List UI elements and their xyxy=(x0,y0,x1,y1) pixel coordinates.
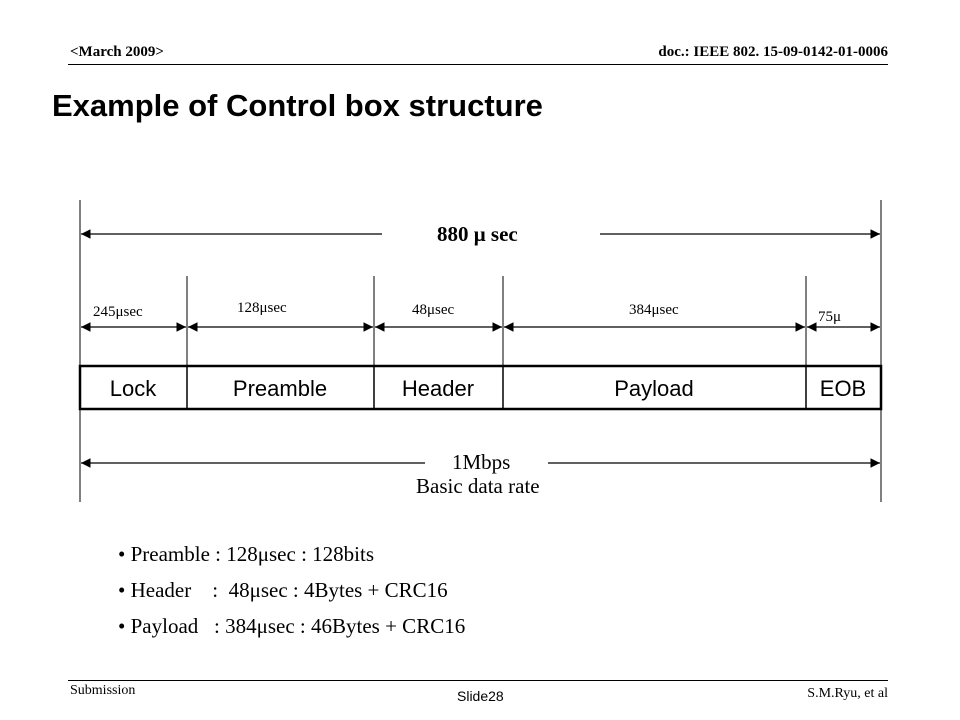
preamble-duration-label: 128μsec xyxy=(237,300,287,316)
footer-submission: Submission xyxy=(70,683,136,698)
bullet-payload: • Payload : 384μsec : 46Bytes + CRC16 xyxy=(118,614,466,638)
frame-box xyxy=(80,366,881,409)
rate-sublabel: Basic data rate xyxy=(416,474,540,498)
bullet-header-text: Header : 48μsec : 4Bytes + CRC16 xyxy=(130,578,448,602)
eob-duration-label: 75μ xyxy=(818,309,842,325)
bullet-preamble: • Preamble : 128μsec : 128bits xyxy=(118,542,374,566)
rate-label: 1Mbps xyxy=(452,450,511,474)
segment-lock-label: Lock xyxy=(109,376,157,401)
footer-author: S.M.Ryu, et al xyxy=(807,686,888,701)
lock-duration-label: 245μsec xyxy=(93,304,143,320)
segment-preamble-label: Preamble xyxy=(232,376,328,401)
footer-slide-number: Slide28 xyxy=(457,688,504,704)
bullet-payload-text: Payload : 384μsec : 46Bytes + CRC16 xyxy=(130,614,466,638)
footer-rule xyxy=(68,680,888,681)
bullet-preamble-text: Preamble : 128μsec : 128bits xyxy=(130,542,374,566)
segment-payload-label: Payload xyxy=(614,376,694,401)
page-title: Example of Control box structure xyxy=(52,88,543,123)
header-date: <March 2009> xyxy=(70,44,164,60)
payload-duration-label: 384μsec xyxy=(629,302,679,318)
bullet-header: • Header : 48μsec : 4Bytes + CRC16 xyxy=(118,578,448,602)
header-duration-label: 48μsec xyxy=(412,302,455,318)
segment-header-label: Header xyxy=(401,376,475,401)
header-doc-id: doc.: IEEE 802. 15-09-0142-01-0006 xyxy=(658,44,888,60)
total-duration-label: 880 μ sec xyxy=(437,222,518,246)
segment-eob-label: EOB xyxy=(819,376,867,401)
